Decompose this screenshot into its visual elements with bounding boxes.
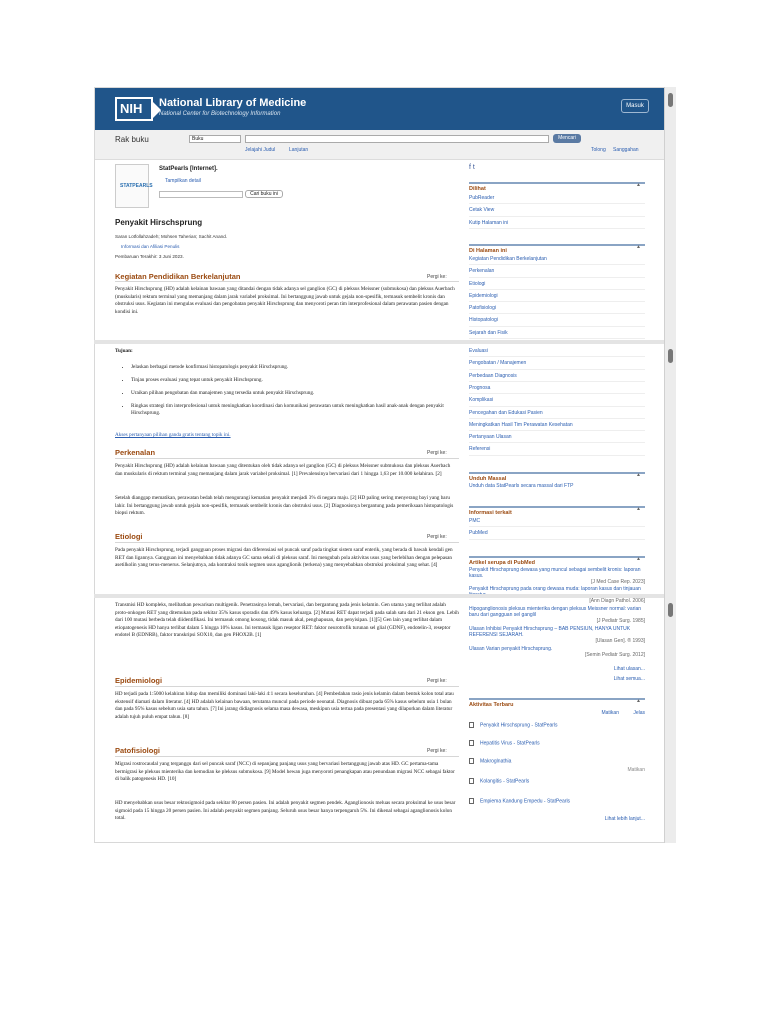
ftp-link[interactable]: Unduh data StatPearls secara massal dari FTP — [469, 483, 574, 489]
objectives-heading: Tujuan: — [115, 348, 133, 354]
print-view-link[interactable]: Cetak View — [469, 204, 645, 216]
goto-link[interactable]: Pergi ke: — [427, 534, 447, 540]
paragraph: Migrasi rostrocaudal yang terganggu dari sel puncak saraf (NCC) di sepanjang panjang usus yang bervariasi bertanggung jawab atas HD. GC pertama-tama bermigrasi ke pleksus mienterika dan kemudian ke pleksus submukosa. [9] Model hewan juga menyoroti penangkapan atau penundaan migrasi NCC sebagai faktor di balik patogenesis HD. [10] — [115, 761, 455, 783]
article-title[interactable]: Hipoganglionosis pleksus mienterika dengan pleksus Meissner normal: varian baru dari gangguan sel ganglil — [469, 606, 642, 618]
book-icon — [469, 778, 474, 784]
mcq-link[interactable]: Akses pertanyaan pilihan ganda gratis tentang topik ini. — [115, 432, 231, 438]
panel-heading: Informasi terkait — [469, 506, 645, 516]
toc-item[interactable]: Meningkatkan Hasil Tim Perawatan Kesehatan — [469, 419, 645, 431]
activity-item[interactable] — [469, 758, 645, 764]
toc-item[interactable]: Referensi — [469, 443, 645, 455]
list-item: • Uraikan pilihan pengobatan dan manajemen yang tersedia untuk penyakit Hirschsprung. — [131, 390, 459, 397]
toc-item[interactable]: Evaluasi — [469, 345, 645, 357]
see-all-link[interactable]: Lihat semua... — [613, 676, 645, 682]
scroll-thumb[interactable] — [668, 93, 673, 107]
paragraph: Penyakit Hirschsprung (HD) adalah kelainan bawaan yang ditentukan oleh tidak adanya sel ganglion (GC) di pleksus Meissner submukosa dan pleksus Auerbach dan muskularis di rektum terminal yang memanjang dalam jarak variabel proksimal. [1] Prevalensinya bervariasi dari 1 hingga 1,63 per 10.000 kelahiran. [2] — [115, 463, 451, 477]
search-label: Rak buku — [115, 135, 149, 144]
list-item: • Ringkas strategi tim interprofesional untuk meningkatkan koordinasi dan komunikasi perawatan untuk meningkatkan hasil anak-anak dengan penyakit Hirschsprung. — [131, 403, 459, 417]
org-subtitle: National Center for Biotechnology Information — [159, 111, 281, 117]
activity-label[interactable]: Hepatitis Virus - StatPearls — [480, 740, 540, 747]
toc-item[interactable]: Patofisiologi — [469, 302, 645, 314]
divider — [115, 281, 459, 282]
book-icon — [469, 758, 474, 764]
see-reviews-link[interactable]: Lihat ulasan... — [613, 666, 645, 672]
page-title: Penyakit Hirschsprung — [115, 218, 203, 227]
section-heading: Etiologi — [115, 532, 143, 541]
similar-article[interactable] — [469, 646, 645, 658]
turn-off-link[interactable]: Matikan — [601, 710, 619, 716]
panel-heading: Di Halaman ini — [469, 244, 645, 254]
see-more-link[interactable]: Lihat lebih lanjut... — [604, 816, 645, 822]
activity-item[interactable] — [469, 798, 645, 804]
cite-page-link[interactable]: Kutip Halaman ini — [469, 217, 645, 229]
panel-heading: Dilihat — [469, 182, 645, 192]
browse-titles-link[interactable]: Jelajahi Judul — [245, 147, 276, 153]
book-icon — [469, 722, 474, 728]
paragraph: Penyakit Hirschsprung (HD) adalah kelainan bawaan yang ditandai dengan tidak adanya sel ganglion (GC) di pleksus Meissner (submukosa) dan pleksus Auerbach (muskularis) rektum terminal yang memanjang dalam jarak variabel proksimal. Ini bertanggung jawab untuk gejala non-spesifik, termasuk sembelit kronis dan obstruksi usus. Kegiatan ini mengulas evaluasi dan pengobatan penyakit Hirschsprung dan menyoroti peran tim interprofesional dalam perawatan pasien dengan kondisi ini. — [115, 286, 455, 315]
activity-item[interactable] — [469, 740, 645, 746]
show-details-link[interactable]: Tampilkan detail — [165, 178, 201, 184]
clear-link[interactable]: Jelas — [633, 710, 645, 716]
section-heading: Patofisiologi — [115, 746, 160, 755]
toc-item[interactable]: Perkenalan — [469, 265, 645, 277]
scrollbar[interactable] — [664, 87, 676, 843]
book-icon — [469, 798, 474, 804]
article-source: [Ann Diagn Pathol. 2006] — [589, 598, 645, 604]
similar-article[interactable] — [469, 567, 645, 585]
activity-item[interactable] — [469, 778, 645, 784]
objectives-list — [115, 364, 459, 423]
book-search-input[interactable] — [159, 191, 243, 198]
search-input[interactable] — [245, 135, 549, 143]
article-title[interactable]: Penyakit Hirschsprung pada orang dewasa muda: laporan kasus dan tinjauan — [469, 586, 641, 592]
pmc-link[interactable]: PMC — [469, 515, 645, 527]
scroll-thumb[interactable] — [668, 349, 673, 363]
activity-label[interactable]: Makroglnathia — [480, 758, 512, 765]
book-cover[interactable] — [115, 164, 153, 208]
toc-item[interactable]: Komplikasi — [469, 394, 645, 406]
page-sheet — [94, 87, 676, 843]
similar-article[interactable] — [469, 626, 645, 644]
paragraph: Pada penyakit Hirschsprung, terjadi gangguan proses migrasi dan diferensiasi sel puncak saraf pada tingkat sistem saraf enterik, yang berada di bawah kendali gen RET dan ligannya. Gangguan ini menyebabkan tidak adanya GC sama sekali di pleksus saraf. Ini mengubah pola aktivitas usus yang berlebihan dengan pelepasan asetilkolin yang terus-menerus. Selanjutnya, ada kontraksi tonik segmen usus aganglionik (terkena) yang menyebabkan obstruksi proksimal yang sehat. [4] — [115, 547, 453, 569]
article-source: [Ulasan Gen]. ® 1993] — [595, 638, 645, 644]
collapse-icon[interactable]: ▲ — [636, 244, 641, 250]
paragraph: HD terjadi pada 1:5000 kelahiran hidup dan memiliki dominasi laki-laki 4:1 secara keseluruhan. [4] Pembedahan rasio jenis kelamin dalam bentuk kolon total atau ekstensif diamati dalam literatur. [4] HD adalah kelainan bawaan, terutama muncul pada periode neonatal. Diagnosis dibuat pada 65% kasus sebelum usia 1 bulan dan pada 95% kasus sebelum usia satu tahun. [7] Ini jarang didiagnosis selama masa dewasa, meskipun usia tertua pada presentasi yang dilaporkan dalam literatur adalah tujuh puluh empat tahun. [8] — [115, 691, 454, 720]
goto-link[interactable]: Pergi ke: — [427, 274, 447, 280]
book-icon — [469, 740, 474, 746]
section-heading: Perkenalan — [115, 448, 156, 457]
toc-item[interactable]: Pertanyaan Ulasan — [469, 431, 645, 443]
social-share-icons[interactable]: f t — [469, 164, 475, 171]
section-heading: Kegiatan Pendidikan Berkelanjutan — [115, 272, 241, 281]
search-bar — [95, 130, 665, 160]
pubreader-link[interactable]: PubReader — [469, 192, 645, 204]
list-item: • Jelaskan berbagai metode konfirmasi histopatologis penyakit Hirschsprung. — [131, 364, 459, 371]
toc-item[interactable]: Perbedaan Diagnosis — [469, 370, 645, 382]
divider — [115, 458, 459, 459]
similar-article[interactable] — [469, 606, 645, 624]
cover-text: STATPEARLS — [120, 183, 153, 189]
collapse-icon[interactable]: ▲ — [636, 556, 641, 562]
toc-item[interactable]: Etiologi — [469, 278, 645, 290]
paragraph: Setelah dianggap mematikan, perawatan bedah telah mengurangi kematian penyakit menjadi 3% di negara maju. [2] HD paling sering menyerang bayi yang baru lahir. Ini bertanggung jawab untuk gejala non-spesifik, termasuk sembelit kronis dan obstruksi usus. [2] Diagnosisnya bergantung pada pemeriksaan histopatologis biopsi rektum. — [115, 495, 454, 517]
panel-heading: Artikel serupa di PubMed — [469, 556, 645, 566]
book-title[interactable]: StatPearls [Internet]. — [159, 166, 218, 172]
section-heading: Epidemiologi — [115, 676, 163, 685]
site-header — [95, 88, 665, 130]
screenshot-seam — [94, 340, 676, 344]
collapse-icon[interactable]: ▲ — [636, 506, 641, 512]
goto-link[interactable]: Pergi ke: — [427, 678, 447, 684]
article-source: [J Pediatr Surg. 1985] — [596, 618, 645, 624]
goto-link[interactable]: Pergi ke: — [427, 748, 447, 754]
pubmed-link[interactable]: PubMed — [469, 527, 645, 539]
panel-heading: Unduh Massal — [469, 472, 645, 482]
search-button[interactable]: Mencari — [553, 134, 581, 143]
toc-item[interactable]: Kegiatan Pendidikan Berkelanjutan — [469, 253, 645, 265]
db-select[interactable]: Buku — [189, 135, 241, 143]
paragraph: Transmisi HD kompleks, melibatkan pewarisan multigenik. Penetrasinya lemah, bervariasi, dan bergantung pada jenis kelamin. Gen utama yang terlibat adalah proto-onkogen RET yang ditemukan pada sekitar 35% kasus sporadis dan 49% kasus keluarga. [2] Mutasi RET dapat terjadi pada salah satu dari 21 ekson gen. Lebih dari 100 mutasi berbeda telah diidentifikasi. Ini termasuk omong kosong, tidak masuk akal, penghapusan, dan penyisipan. [1][5] Gen lain yang terlibat dalam etiopatogenesis HD hanya terlibat dalam 5 hingga 10% kasus. Ini termasuk ligan reseptor RET: faktor neurotrofik turunan sel glial (GDNF), endotelin-3, reseptor endotel B (EDNRB), faktor transkripsi SOX10, dan gen PHOX2B. [1] — [115, 602, 459, 639]
collapse-icon[interactable]: ▲ — [636, 472, 641, 478]
toc-item[interactable]: Pencegahan dan Edukasi Pasien — [469, 407, 645, 419]
article-title[interactable]: Ulasan Inhibisi Penyakit Hirschsprung – BAB PENSIUN, HANYA UNTUK REFERENSI SEJARAH. — [469, 626, 631, 638]
toc-item[interactable]: Prognosa — [469, 382, 645, 394]
screenshot-seam — [94, 594, 676, 598]
toc-item[interactable]: Sejarah dan Fisik — [469, 327, 645, 339]
list-item: • Tinjau proses evaluasi yang tepat untuk penyakit Hirschsprung. — [131, 377, 459, 384]
divider — [115, 542, 459, 543]
article-source: [Semin Pediatr Surg. 2012] — [584, 652, 645, 658]
paragraph: HD menyebabkan usus besar rektosigmoid pada sekitar 80 persen pasien. Ini adalah penyakit segmen pendek. Aganglionosis meluas secara proksimal ke usus besar sigmoid pada 15 hingga 20 persen pasien. Ini adalah penyakit segmen panjang. Seluruh usus besar hanya terpengaruh 5%. Ini dikenal sebagai aganglionosis kolon total. — [115, 800, 456, 822]
divider — [115, 756, 459, 757]
toc-item[interactable]: Epidemiologi — [469, 290, 645, 302]
org-title[interactable]: National Library of Medicine — [159, 97, 307, 109]
last-update: Pembaruan Terakhir: 3 Juni 2023. — [115, 254, 184, 259]
authors: Saran Lotfollahzadeh; Mohsen Taherian; Sachit Anand. — [115, 234, 228, 239]
article-title[interactable]: Penyakit Hirschsprung dewasa yang muncul sebagai sembelit kronis: laporan kasus. — [469, 567, 641, 579]
activity-label[interactable]: Kolangitis - StatPearls — [480, 778, 530, 785]
disclaimer-link[interactable]: Sanggahan — [613, 147, 639, 153]
article-source: [J Med Case Rep. 2023] — [591, 579, 645, 585]
toc-item[interactable]: Histopatologi — [469, 314, 645, 326]
advanced-link[interactable]: Lanjutan — [289, 147, 309, 153]
article-title[interactable]: Ulasan Varian penyakit Hirschsprung. — [469, 646, 553, 652]
goto-link[interactable]: Pergi ke: — [427, 450, 447, 456]
scroll-thumb[interactable] — [668, 603, 673, 617]
collapse-icon[interactable]: ▲ — [636, 698, 641, 704]
collapse-icon[interactable]: ▲ — [636, 182, 641, 188]
toc-item[interactable]: Pengobatan / Manajemen — [469, 357, 645, 369]
activity-source: Matikan — [627, 767, 645, 773]
divider — [115, 686, 459, 687]
login-button[interactable]: Masuk — [621, 99, 649, 113]
activity-item[interactable] — [469, 722, 645, 728]
activity-label[interactable]: Empiema Kandung Empedu - StatPearls — [480, 798, 571, 805]
activity-label[interactable]: Penyakit Hirschsprung - StatPearls — [480, 722, 558, 729]
nih-logo[interactable]: NIH — [115, 97, 153, 121]
book-search-button[interactable]: Cari buku ini — [245, 190, 283, 198]
help-link[interactable]: Tolong — [591, 147, 606, 153]
author-info-link[interactable]: Informasi dan Afiliasi Penulis — [121, 244, 180, 249]
panel-heading: Aktivitas Terbaru — [469, 698, 645, 708]
